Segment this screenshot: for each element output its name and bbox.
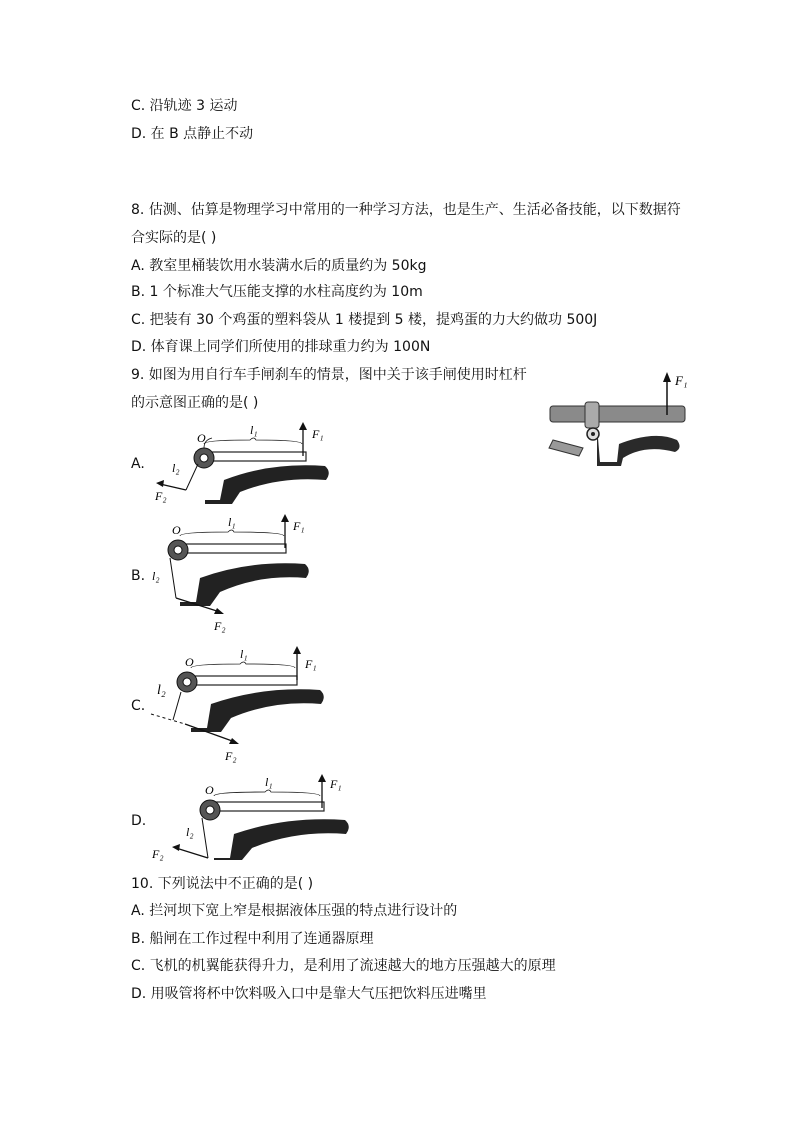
d-l2-label: l₂ <box>186 825 194 839</box>
q9-diagram-d <box>150 772 360 867</box>
q8-option-a: A. 教室里桶装饮用水装满水后的质量约为 50kg <box>131 258 427 274</box>
q8-stem-line1: 8. 估测、估算是物理学习中常用的一种学习方法，也是生产、生活必备技能，以下数据符 <box>131 202 681 218</box>
b-o-label: O <box>172 523 181 537</box>
a-l1-label: l₁ <box>250 423 258 437</box>
d-f2-label: F₂ <box>152 847 164 861</box>
q9-diagram-a <box>150 420 350 505</box>
q10-option-d: D. 用吸管将杯中饮料吸入口中是靠大气压把饮料压进嘴里 <box>131 986 487 1002</box>
brake-lever-photo <box>545 370 695 470</box>
b-l2-label: l₂ <box>152 569 160 583</box>
q9-option-b-label: B. <box>131 568 146 584</box>
q9-diagram-c <box>145 642 355 767</box>
q10-option-c: C. 飞机的机翼能获得升力，是利用了流速越大的地方压强越大的原理 <box>131 958 556 974</box>
a-l2-label: l₂ <box>172 461 180 475</box>
prev-option-d: D. 在 B 点静止不动 <box>131 126 254 142</box>
b-l1-label: l₁ <box>228 515 236 529</box>
c-l1-label: l₁ <box>240 647 248 661</box>
b-f1-label: F₁ <box>293 519 305 533</box>
q9-option-a-label: A. <box>131 456 145 472</box>
q10-option-b: B. 船闸在工作过程中利用了连通器原理 <box>131 931 374 947</box>
c-l2-label: l₂ <box>157 683 166 698</box>
q9-option-c-label: C. <box>131 698 146 714</box>
q10-option-a: A. 拦河坝下宽上窄是根据液体压强的特点进行设计的 <box>131 903 458 919</box>
q9-diagram-b <box>150 512 350 637</box>
photo-f1-label: F₁ <box>675 373 688 388</box>
q8-stem-line2: 合实际的是( ) <box>131 230 217 246</box>
c-f1-label: F₁ <box>305 657 317 671</box>
a-o-label: O <box>197 431 206 445</box>
prev-option-c: C. 沿轨迹 3 运动 <box>131 98 238 114</box>
q9-option-d-label: D. <box>131 813 147 829</box>
b-f2-label: F₂ <box>214 619 226 633</box>
a-f1-label: F₁ <box>312 427 324 441</box>
q9-stem-line2: 的示意图正确的是( ) <box>131 395 259 411</box>
q10-stem: 10. 下列说法中不正确的是( ) <box>131 876 314 892</box>
a-f2-label: F₂ <box>155 489 167 503</box>
q8-option-c: C. 把装有 30 个鸡蛋的塑料袋从 1 楼提到 5 楼，提鸡蛋的力大约做功 500J <box>131 312 598 328</box>
q8-option-d: D. 体育课上同学们所使用的排球重力约为 100N <box>131 339 431 355</box>
d-f1-label: F₁ <box>330 777 342 791</box>
q9-stem-line1: 9. 如图为用自行车手闸刹车的情景，图中关于该手闸使用时杠杆 <box>131 367 527 383</box>
d-l1-label: l₁ <box>265 775 273 789</box>
c-f2-label: F₂ <box>225 749 237 763</box>
q8-option-b: B. 1 个标准大气压能支撑的水柱高度约为 10m <box>131 284 423 300</box>
c-o-label: O <box>185 655 194 669</box>
d-o-label: O <box>205 783 214 797</box>
